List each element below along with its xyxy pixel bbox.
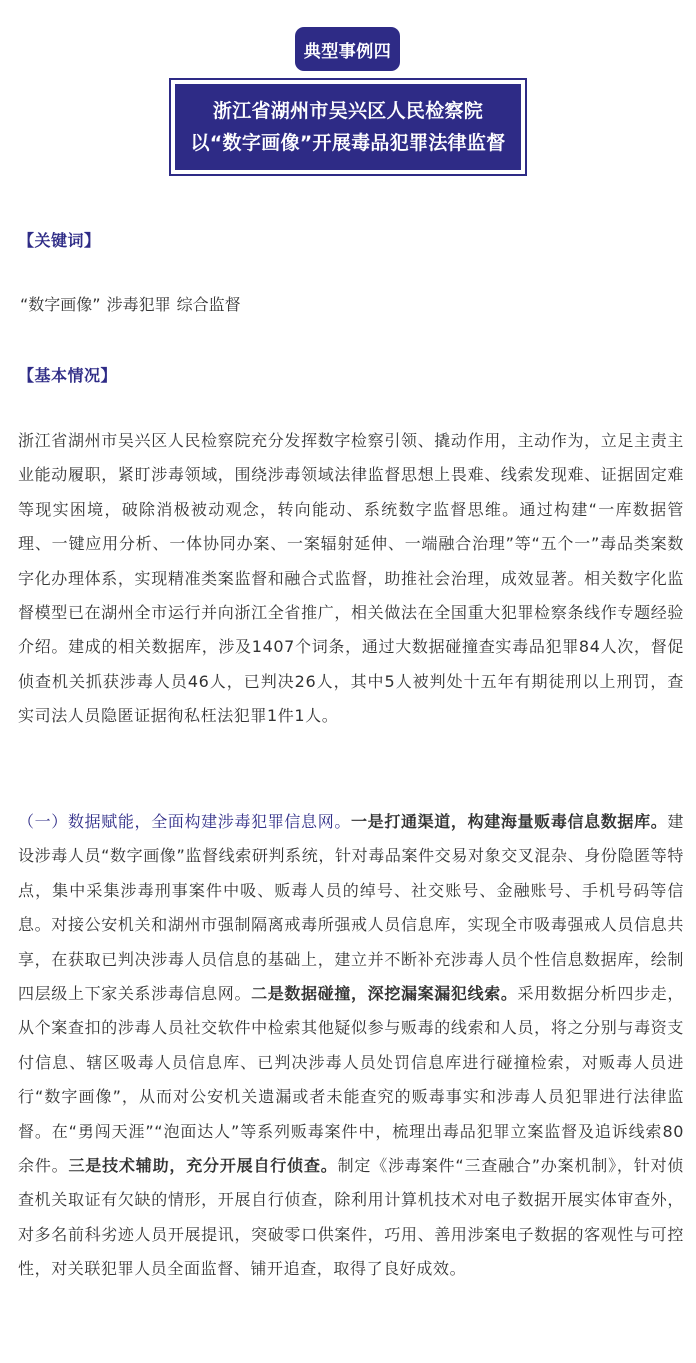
title-line-1: 浙江省湖州市吴兴区人民检察院 [212,100,484,122]
keywords-heading: 【关键词】 [18,231,101,250]
measure-text-1: 建设涉毒人员“数字画像”监督线索研判系统，针对毒品案件交易对象交叉混杂、身份隐匿等特点，集中采集涉毒刑事案件中吸、贩毒人员的绰号、社交账号、金融账号、手机号码等信息。对接公安机关和湖州市强制隔离戒毒所强戒人员信息库，实现全市吸毒强戒人员信息共享，在获取已判决涉毒人员信息的基础上，建立并不断补充涉毒人员个性信息数据库，绘制四层级上下家关系涉毒信息网。 [18,812,684,1004]
measure-bold-2: 二是数据碰撞，深挖漏案漏犯线索。 [251,984,518,1004]
measure-bold-3: 三是技术辅助，充分开展自行侦查。 [68,1156,338,1176]
title-frame [169,78,527,176]
measure-bold-1: 一是打通渠道，构建海量贩毒信息数据库。 [351,812,668,831]
measures-paragraph [18,805,684,1287]
measure-lead: （一）数据赋能，全面构建涉毒犯罪信息网。 [18,812,352,831]
title-box [175,84,521,170]
measure-text-3: 制定《涉毒案件“三查融合”办案机制》，针对侦查机关取证有欠缺的情形，开展自行侦查，除利用计算机技术对电子数据开展实体审查外，对多名前科劣迹人员开展提讯，突破零口供案件，巧用、善用涉案电子数据的客观性与可控性，对关联犯罪人员全面监督、铺开追查，取得了良好成效。 [18,1156,684,1279]
case-header [0,0,696,200]
basic-info-heading: 【基本情况】 [18,366,118,385]
keyword-item: 涉毒犯罪 [106,295,171,314]
keyword-item: 综合监督 [176,295,241,314]
basic-info-paragraph: 浙江省湖州市吴兴区人民检察院充分发挥数字检察引领、撬动作用，主动作为，立足主责主业能动履职，紧盯涉毒领域，围绕涉毒领域法律监督思想上畏难、线索发现难、证据固定难等现实困境，破除消极被动观念，转向能动、系统数字监督思维。通过构建“一库数据管理、一键应用分析、一体协同办案、一案辐射延伸、一端融合治理”等“五个一”毒品类案数字化办理体系，实现精准类案监督和融合式监督，助推社会治理，成效显著。相关数字化监督模型已在湖州全市运行并向浙江全省推广，相关做法在全国重大犯罪检察条线作专题经验介绍。建成的相关数据库，涉及1407个词条，通过大数据碰撞查实毒品犯罪84人次，督促侦查机关抓获涉毒人员46人，已判决26人，其中5人被判处十五年有期徒刑以上刑罚，查实司法人员隐匿证据徇私枉法犯罪1件1人。 [18,431,684,726]
case-number-badge: 典型事例四 [295,27,400,71]
keyword-item: “数字画像” [20,295,101,314]
title-line-2: 以“数字画像”开展毒品犯罪法律监督 [190,132,506,154]
measure-text-2: 采用数据分析四步走，从个案查扣的涉毒人员社交软件中检索其他疑似参与贩毒的线索和人员，将之分别与毒资支付信息、辖区吸毒人员信息库、已判决涉毒人员处罚信息库进行碰撞检索，对贩毒人员进行“数字画像”，从而对公安机关遗漏或者未能查究的贩毒事实和涉毒人员犯罪进行法律监督。在“勇闯天涯”“泡面达人”等系列贩毒案件中，梳理出毒品犯罪立案监督及追诉线索80余件。 [18,984,684,1176]
keywords-line [20,292,241,315]
